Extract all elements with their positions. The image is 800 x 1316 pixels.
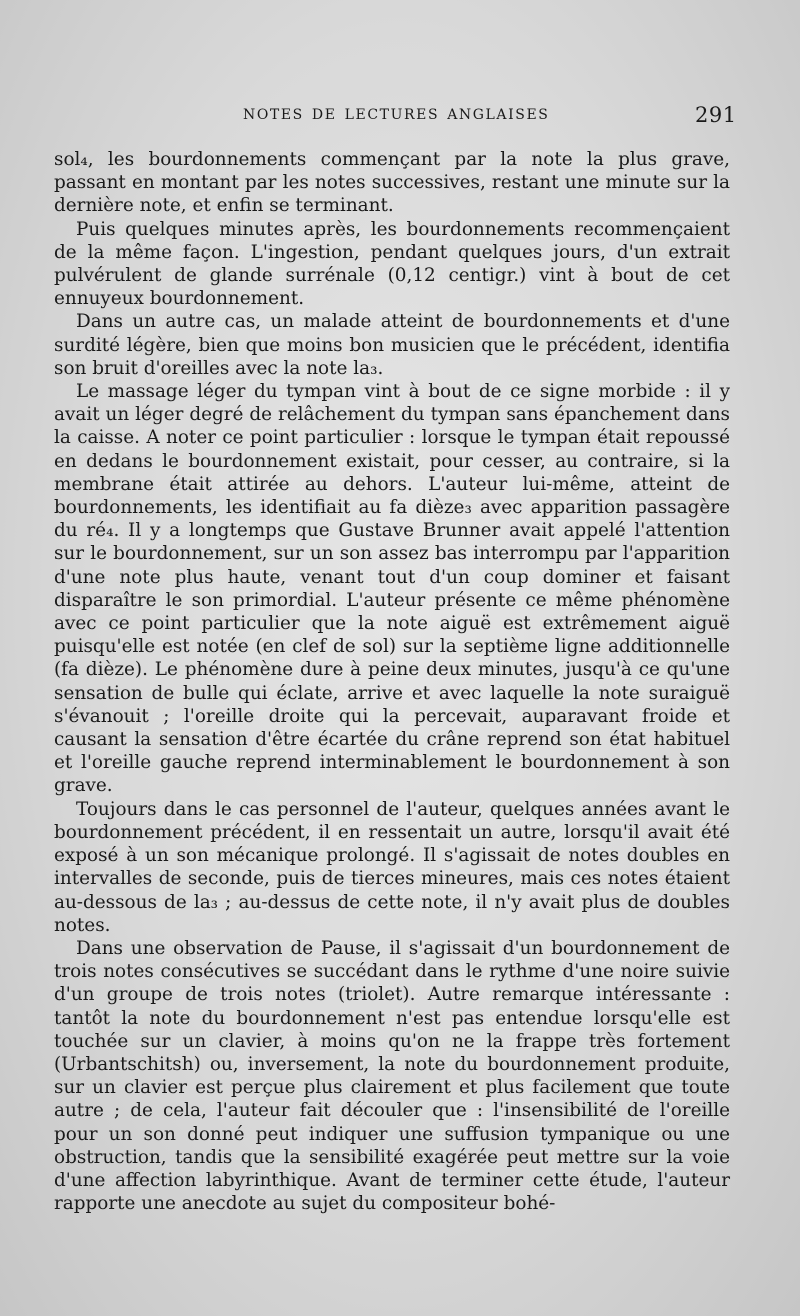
body-text — [54, 148, 730, 1215]
paragraph: sol₄, les bourdonnements commençant par la note la plus grave, passant en montant par les notes successives, restant une minute sur la dernière note, et enfin se terminant. — [54, 149, 730, 217]
paragraph: Toujours dans le cas personnel de l'auteur, quelques années avant le bourdonnement précédent, il en ressentait un autre, lorsqu'il avait été exposé à un son mécanique prolongé. Il s'agissait de notes doubles en intervalles de seconde, puis de tierces mineures, mais ces notes étaient au-dessous de la₃ ; au-dessus de cette note, il n'y avait plus de doubles notes. — [54, 798, 730, 936]
paragraph: Le massage léger du tympan vint à bout de ce signe morbide : il y avait un léger degré de relâchement du tympan sans épanchement dans la caisse. A noter ce point particulier : lorsque le tympan était repoussé en dedans le bourdonnement existait, pour cesser, au contraire, si la membrane était attirée au dehors. L'auteur lui-même, atteint de bourdonnements, les identifiait au fa dièze₃ avec apparition passagère du ré₄. Il y a longtemps que Gustave Brunner avait appelé l'attention sur le bourdonnement, sur un son assez bas interrompu par l'apparition d'une note plus haute, venant tout d'un coup dominer et faisant disparaître le son primordial. L'auteur présente ce même phénomène avec ce point particulier que la note aiguë est extrêmement aiguë puisqu'elle est notée (en clef de sol) sur la septième ligne additionnelle (fa dièze). Le phénomène dure à peine deux minutes, jusqu'à ce qu'une sensation de bulle qui éclate, arrive et avec laquelle la note suraiguë s'évanouit ; l'oreille droite qui la percevait, auparavant froide et causant la sensation d'être écartée du crâne reprend son état habituel et l'oreille gauche reprend interminablement le bourdonnement à son grave. — [54, 381, 730, 797]
running-title: NOTES DE LECTURES ANGLAISES — [243, 107, 550, 123]
page-header — [0, 103, 800, 133]
paragraph: Puis quelques minutes après, les bourdonnements recommençaient de la même façon. L'ingestion, pendant quelques jours, d'un extrait pulvérulent de glande surrénale (0,12 centigr.) vint à bout de cet ennuyeux bourdonnement. — [54, 218, 730, 310]
paragraph: Dans un autre cas, un malade atteint de bourdonnements et d'une surdité légère, bien que moins bon musicien que le précédent, identifia son bruit d'oreilles avec la note la₃. — [54, 311, 730, 379]
page-number: 291 — [695, 103, 737, 127]
paragraph: Dans une observation de Pause, il s'agissait d'un bourdonnement de trois notes consécutives se succédant dans le rythme d'une noire suivie d'un groupe de trois notes (triolet). Autre remarque intéressante : tantôt la note du bourdonnement n'est pas entendue lorsqu'elle est touchée sur un clavier, à moins qu'on ne la frappe très fortement (Urbantschitsh) ou, inversement, la note du bourdonnement produite, sur un clavier est perçue plus clairement et plus facilement que toute autre ; de cela, l'auteur fait découler que : l'insensibilité de l'oreille pour un son donné peut indiquer une suffusion tympanique ou une obstruction, tandis que la sensibilité exagérée peut mettre sur la voie d'une affection labyrinthique. Avant de terminer cette étude, l'auteur rapporte une anecdote au sujet du compositeur bohé- — [54, 937, 730, 1215]
